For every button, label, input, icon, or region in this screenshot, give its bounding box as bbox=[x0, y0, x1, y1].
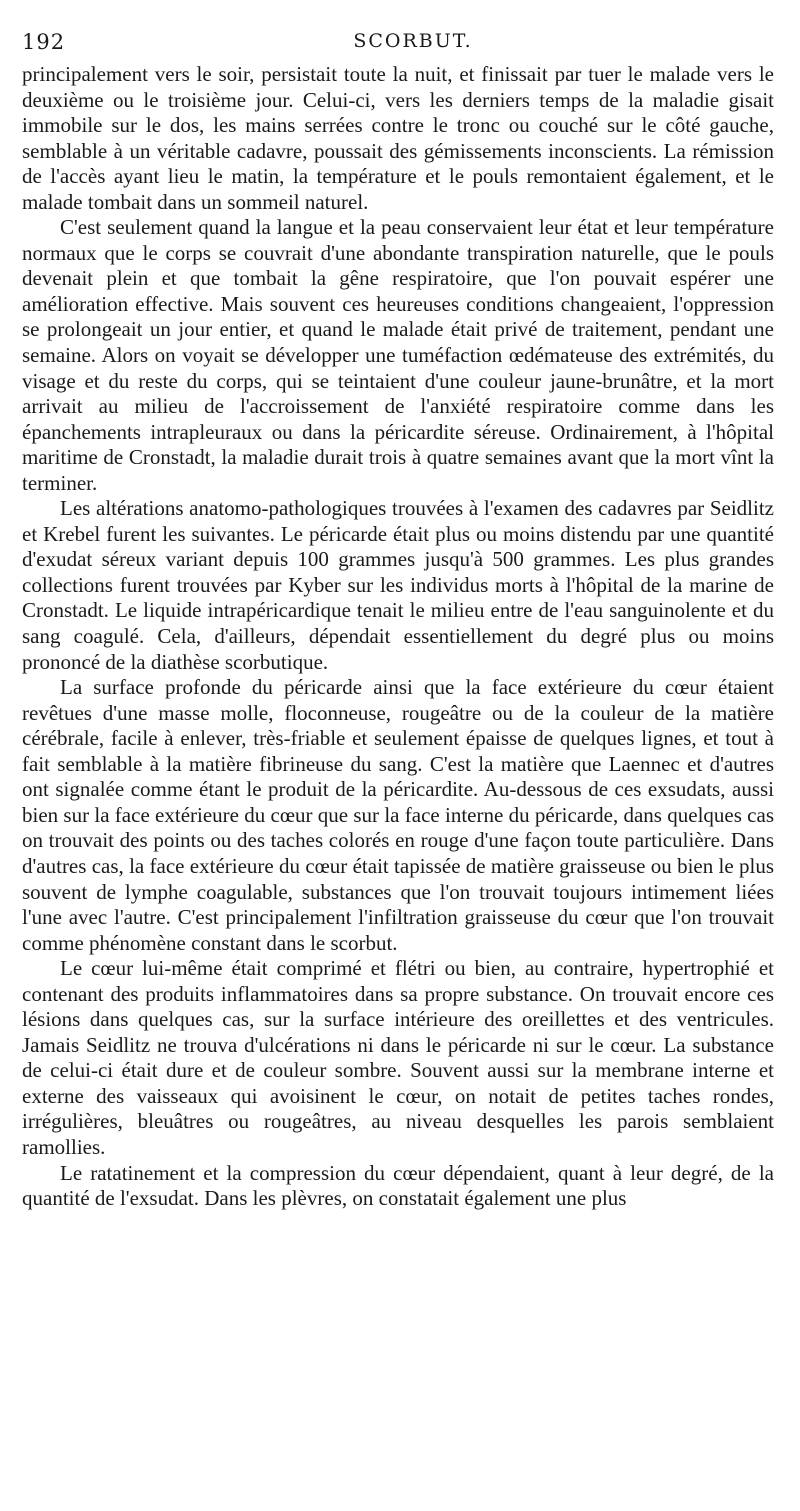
page-number: 192 bbox=[22, 30, 66, 54]
paragraph-continued: principalement vers le soir, persistait toute la nuit, et finissait par tuer le malade vers le deuxième ou le troisième jour. Celui-ci, vers les derniers temps de la maladie gisait immobile sur le dos, les mains serrées contre le tronc ou couché sur le côté gauche, semblable à un véritable cadavre, poussait des gémissements inconscients. La rémission de l'accès ayant lieu le matin, la température et le pouls remontaient également, et le malade tombait dans un sommeil naturel. bbox=[22, 62, 774, 214]
paragraph: La surface profonde du péricarde ainsi que la face extérieure du cœur étaient revêtues d'une masse molle, floconneuse, rougeâtre ou de la couleur de la matière cérébrale, facile à enlever, très-friable et seulement épaisse de quelques lignes, et tout à fait semblable à la matière fibrineuse du sang. C'est la matière que Laennec et d'autres ont signalée comme étant le produit de la péricardite. Au-dessous de ces exsudats, aussi bien sur la face extérieure du cœur que sur la face interne du péricarde, dans quelques cas on trouvait des points ou des taches colorés en rouge d'une façon toute particulière. Dans d'autres cas, la face extérieure du cœur était tapissée de matière graisseuse ou bien le plus souvent de lymphe coagulable, substances que l'on trouvait toujours intimement liées l'une avec l'autre. C'est principalement l'infiltration graisseuse du cœur que l'on trouvait comme phénomène constant dans le scorbut. bbox=[22, 675, 774, 955]
paragraph: Les altérations anatomo-pathologiques trouvées à l'examen des cadavres par Seidlitz et Krebel furent les suivantes. Le péricarde était plus ou moins distendu par une quantité d'exudat séreux variant depuis 100 grammes jusqu'à 500 grammes. Les plus grandes collections furent trouvées par Kyber sur les individus morts à l'hôpital de la marine de Cronstadt. Le liquide intrapéricardique tenait le milieu entre de l'eau sanguinolente et du sang coagulé. Cela, d'ailleurs, dépendait essentiellement du degré plus ou moins prononcé de la diathèse scorbutique. bbox=[22, 496, 774, 674]
page-header bbox=[22, 30, 774, 58]
paragraph: C'est seulement quand la langue et la peau conservaient leur état et leur température normaux que le corps se couvrait d'une abondante transpiration naturelle, que le pouls devenait plein et que tombait la gêne respiratoire, que l'on pouvait espérer une amélioration effective. Mais souvent ces heureuses conditions changeaient, l'oppression se prolongeait un jour entier, et quand le malade était privé de traitement, pendant une semaine. Alors on voyait se développer une tuméfaction œdémateuse des extrémités, du visage et du reste du corps, qui se teintaient d'une couleur jaune-brunâtre, et la mort arrivait au milieu de l'accroissement de l'anxiété respiratoire comme dans les épanchements intrapleuraux ou dans la péricardite séreuse. Ordinairement, à l'hôpital maritime de Cronstadt, la maladie durait trois à quatre semaines avant que la mort vînt la terminer. bbox=[22, 215, 774, 495]
running-title: SCORBUT. bbox=[353, 30, 473, 52]
body-text bbox=[22, 62, 774, 1212]
paragraph: Le cœur lui-même était comprimé et flétri ou bien, au contraire, hypertrophié et contenant des produits inflammatoires dans sa propre substance. On trouvait encore ces lésions dans quelques cas, sur la surface intérieure des oreillettes et des ventricules. Jamais Seidlitz ne trouva d'ulcérations ni dans le péricarde ni sur le cœur. La substance de celui-ci était dure et de couleur sombre. Souvent aussi sur la membrane interne et externe des vaisseaux qui avoisinent le cœur, on notait de petites taches rondes, irrégulières, bleuâtres ou rougeâtres, au niveau desquelles les parois semblaient ramollies. bbox=[22, 956, 774, 1159]
paragraph: Le ratatinement et la compression du cœur dépendaient, quant à leur degré, de la quantité de l'exsudat. Dans les plèvres, on constatait également une plus bbox=[22, 1160, 774, 1211]
